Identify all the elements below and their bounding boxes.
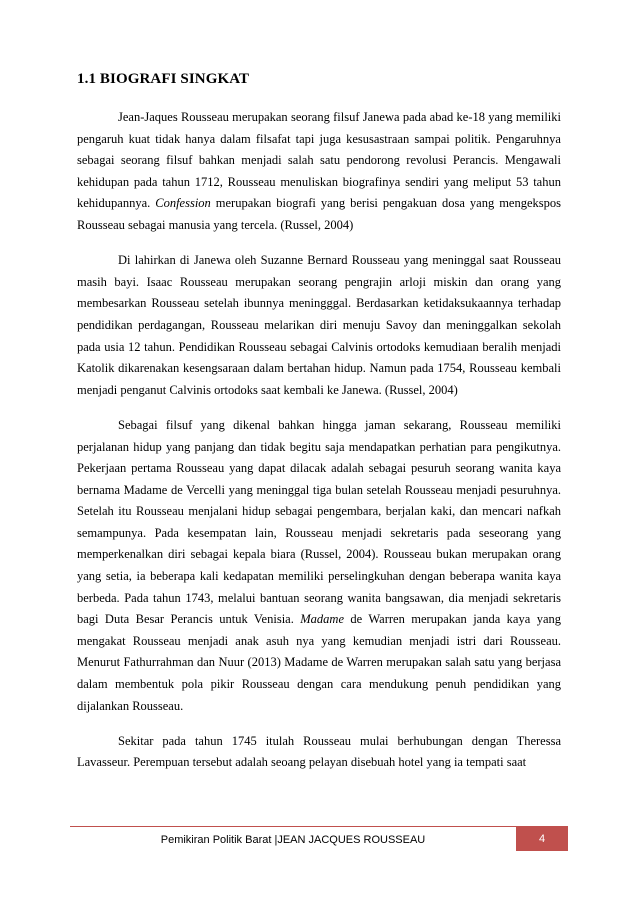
paragraph-text: Sebagai filsuf yang dikenal bahkan hingga jaman sekarang, Rousseau memiliki perjalanan hidup yang panjang dan tidak begitu saja mendapatkan perhatian para pengikutnya. Pekerjaan pertama Rousseau yang dapat dilacak adalah sebagai pesuruh seorang wanita kaya bernama Madame de Vercelli yang meninggal tiga bulan setelah Rousseau menjadi pesuruhnya. Setelah itu Rousseau menjalani hidup sebagai pengembara, berjalan kaki, dan mencari nafkah semampunya. Pada kesempatan lain, Rousseau menjadi sekretaris pada seseorang yang memperkenalkan diri sebagai kepala biara (Russel, 2004). Rousseau bukan merupakan orang yang setia, ia beberapa kali kedapatan memiliki perselingkuhan dengan beberapa wanita kaya berbeda. Pada tahun 1743, melalui bantuan seorang wanita bangsawan, dia menjadi sekretaris bagi Duta Besar Perancis untuk Venisia. [77, 417, 561, 627]
paragraph [77, 415, 561, 717]
paragraph-text: de Warren merupakan janda kaya yang mengakat Rousseau menjadi anak asuh nya yang kemudian menjadi istri dari Rousseau. Menurut Fathurrahman dan Nuur (2013) Madame de Warren merupakan salah satu yang berjasa dalam membentuk pola pikir Rousseau dengan cara mendukung penuh pendidikan yang dijalankan Rousseau. [77, 612, 561, 713]
italic-text: Madame [300, 612, 344, 627]
section-heading: 1.1 BIOGRAFI SINGKAT [77, 71, 250, 87]
paragraph-text: Di lahirkan di Janewa oleh Suzanne Bernard Rousseau yang meninggal saat Rousseau masih bayi. Isaac Rousseau merupakan seorang pengrajin arloji miskin dan orang yang membesarkan Rousseau setelah ibunnya meningggal. Berdasarkan ketidaksukaannya terhadap pendidikan perdagangan, Rousseau melarikan diri menuju Savoy dan meninggalkan sekolah pada usia 12 tahun. Pendidikan Rousseau sebagai Calvinis ortodoks kemudiaan beralih menjadi Katolik dikarenakan kesengsaraan dalam bertahan hidup. Namun pada 1754, Rousseau kembali menjadi penganut Calvinis ortodoks saat kembali ke Janewa. (Russel, 2004) [77, 253, 561, 397]
paragraph-text: merupakan biografi yang berisi pengakuan dosa yang mengekspos Rousseau sebagai manusia yang tercela. (Russel, 2004) [77, 196, 561, 232]
italic-text: Confession [155, 196, 211, 211]
paragraph [77, 731, 561, 774]
footer-divider [70, 826, 568, 827]
paragraph [77, 250, 561, 401]
paragraph-text: Sekitar pada tahun 1745 itulah Rousseau mulai berhubungan dengan Theressa Lavasseur. Perempuan tersebut adalah seoang pelayan disebuah hotel yang ia tempati saat [77, 733, 561, 770]
footer-title: Pemikiran Politik Barat |JEAN JACQUES ROUSSEAU [160, 834, 426, 846]
body-text [77, 107, 561, 774]
page-number: 4 [516, 827, 568, 851]
paragraph-text: Jean-Jaques Rousseau merupakan seorang filsuf Janewa pada abad ke-18 yang memiliki pengaruh kuat tidak hanya dalam filsafat tapi juga kesusastraan sampai politik. Pengaruhnya sebagai seorang filsuf bahkan menjadi salah satu pendorong revolusi Perancis. Mengawali kehidupan pada tahun 1712, Rousseau menuliskan biografinya sendiri yang meliput 53 tahun kehidupannya. [77, 110, 561, 211]
paragraph [77, 107, 561, 237]
